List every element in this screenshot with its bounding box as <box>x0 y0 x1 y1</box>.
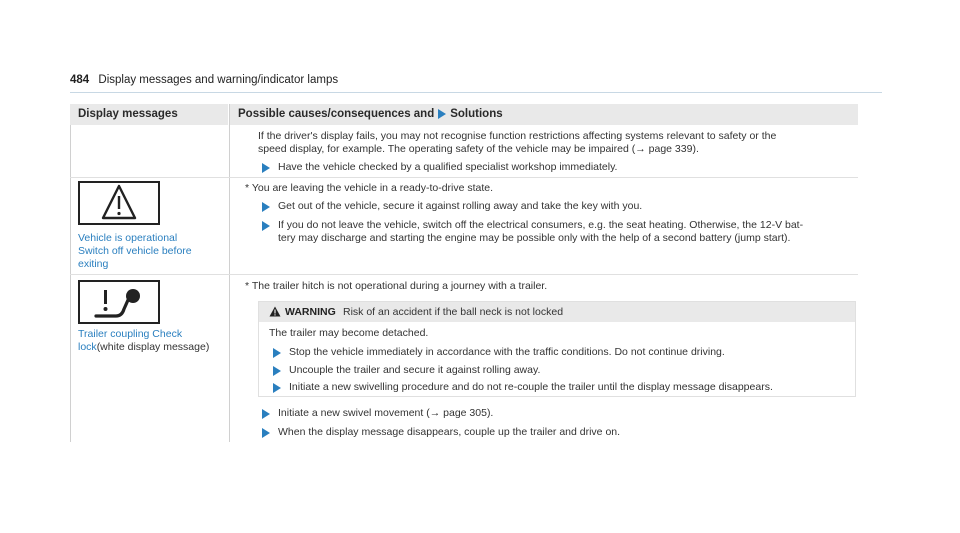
column-header-causes <box>230 104 858 125</box>
warning-step1-text: Stop the vehicle immediately in accordance with the traffic conditions. Do not continue driving. <box>289 346 725 358</box>
warning-step1 <box>269 346 725 359</box>
arrow-right-icon <box>273 348 281 358</box>
arrow-right-icon <box>273 383 281 393</box>
arrow-right-icon <box>262 409 270 419</box>
warning-title: WARNING <box>285 306 336 318</box>
row2-step2 <box>258 426 620 439</box>
column-divider <box>229 104 230 442</box>
column-header-solutions-label: Solutions <box>450 108 503 120</box>
page-title: Display messages and warning/indicator lamps <box>98 74 339 86</box>
column-header-causes-label: Possible causes/consequences and <box>238 108 435 120</box>
switch-off-label: Switch off vehicle before <box>78 245 192 257</box>
warning-step2-text: Uncouple the trailer and secure it against rolling away. <box>289 364 541 376</box>
arrow-right-icon <box>262 428 270 438</box>
row1-step1 <box>258 200 642 213</box>
arrow-right-icon <box>262 221 270 231</box>
white-display-message-note: (white display message) <box>96 341 210 353</box>
trailer-coupling-label <box>78 328 182 341</box>
vehicle-operational-label: Vehicle is operational <box>78 232 178 244</box>
warning-icon <box>269 306 281 317</box>
row1-step2 <box>258 219 803 245</box>
page-number: 484 <box>70 74 90 86</box>
trailer-coupling-label-line2 <box>78 341 209 354</box>
warning-header <box>259 302 855 322</box>
row-divider <box>70 274 858 275</box>
row1-step2-line1: If you do not leave the vehicle, switch off the electrical consumers, e.g. the seat heating. Otherwise, the 12-V bat- <box>278 219 804 231</box>
row2-step1 <box>258 407 493 420</box>
row-divider <box>70 177 858 178</box>
table-left-border <box>70 125 71 442</box>
check-lock-link: lock <box>78 341 97 353</box>
warning-step2 <box>269 364 540 377</box>
trailer-coupling-label-text: Trailer coupling Check <box>78 328 183 340</box>
warning-message: Risk of an accident if the ball neck is not locked <box>343 306 564 318</box>
warning-step3-text: Initiate a new swivelling procedure and do not re-couple the trailer until the display message disappears. <box>289 381 773 393</box>
warning-step3 <box>269 381 773 394</box>
row2-step1-text: Initiate a new swivel movement (→ page 305). <box>278 407 494 419</box>
warning-box <box>258 301 856 397</box>
row1-note: * You are leaving the vehicle in a ready-to-drive state. <box>245 182 494 194</box>
row0-step-text: Have the vehicle checked by a qualified specialist workshop immediately. <box>278 161 618 173</box>
row1-step1-text: Get out of the vehicle, secure it against rolling away and take the key with you. <box>278 200 643 212</box>
column-header-display-messages: Display messages <box>70 104 228 125</box>
trailer-coupling-display-icon <box>78 280 160 324</box>
row0-text-line2: speed display, for example. The operating safety of the vehicle may be impaired (→ page 339). <box>258 143 699 155</box>
header-divider <box>70 92 882 93</box>
row2-step2-text: When the display message disappears, couple up the trailer and drive on. <box>278 426 621 438</box>
warning-triangle-display-icon <box>78 181 160 225</box>
arrow-right-icon <box>262 163 270 173</box>
arrow-right-icon <box>262 202 270 212</box>
exiting-label: exiting <box>78 258 109 270</box>
row2-note: * The trailer hitch is not operational during a journey with a trailer. <box>245 280 548 292</box>
warning-text: The trailer may become detached. <box>269 327 429 339</box>
row0-text-line1: If the driver's display fails, you may not recognise function restrictions affecting systems relevant to safety or the <box>258 130 777 142</box>
arrow-right-icon <box>273 366 281 376</box>
page-header <box>70 74 338 86</box>
row1-step2-line2: tery may discharge and starting the engine may be possible only with the help of a second battery (jump start). <box>278 232 791 244</box>
row0-step <box>258 161 617 174</box>
arrow-right-icon <box>438 109 446 119</box>
